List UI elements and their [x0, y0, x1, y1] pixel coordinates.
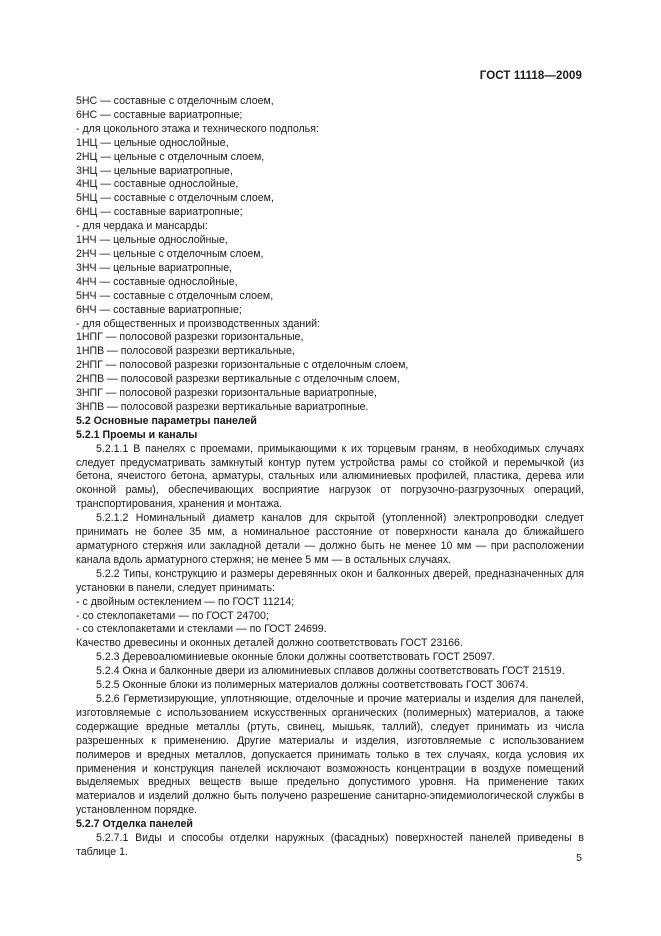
- list-item: 1НПВ — полосовой разрезки вертикальные,: [76, 345, 295, 358]
- section-heading-5-2: 5.2 Основные параметры панелей: [76, 414, 257, 427]
- list-item: 1НЦ — цельные однослойные,: [76, 136, 229, 149]
- paragraph-5-2-5: 5.2.5 Оконные блоки из полимерных материалов должны соответствовать ГОСТ 30674.: [96, 679, 529, 692]
- paragraph-quality: Качество древесины и оконных деталей должно соответствовать ГОСТ 23166.: [76, 637, 463, 650]
- list-item: 3НПГ — полосовой разрезки горизонтальные вариатропные,: [76, 387, 377, 400]
- page-number: 5: [576, 852, 582, 864]
- list-item: 3НЧ — цельные вариатропные,: [76, 261, 233, 274]
- paragraph-5-2-3: 5.2.3 Деревоалюминиевые оконные блоки должны соответствовать ГОСТ 25097.: [96, 651, 496, 664]
- list-item: 2НПВ — полосовой разрезки вертикальные с отделочным слоем,: [76, 373, 400, 386]
- list-item: 3НПВ — полосовой разрезки вертикальные вариатропные.: [76, 400, 369, 413]
- list-item: - для общественных и производственных зданий:: [76, 317, 321, 330]
- list-item: 6НС — составные вариатропные;: [76, 108, 243, 121]
- list-item: - с двойным остеклением — по ГОСТ 11214;: [76, 595, 295, 608]
- section-heading-5-2-1: 5.2.1 Проемы и каналы: [76, 428, 198, 441]
- list-item: 5НЧ — составные с отделочным слоем,: [76, 289, 274, 302]
- list-item: - для цокольного этажа и технического подполья:: [76, 122, 319, 135]
- list-item: 4НЦ — составные однослойные,: [76, 178, 239, 191]
- paragraph-5-2-1-2: 5.2.1.2 Номинальный диаметр каналов для скрытой (утопленной) электропроводки следует принимать не более 35 мм, а номинальное расстояние от поверхности канала до ближайшего арматурного стержня или закладной детали — должно быть не менее 10 мм — при расположении канала вдоль арматурного стержня; не менее 5 мм — в остальных случаях.: [76, 512, 584, 566]
- list-item: 2НЧ — цельные с отделочным слоем,: [76, 247, 264, 260]
- document-body: [76, 95, 584, 860]
- list-item: 5НЦ — составные с отделочным слоем,: [76, 192, 274, 205]
- paragraph-5-2-6: 5.2.6 Герметизирующие, уплотняющие, отделочные и прочие материалы и изделия для панелей, изготовляемые с использованием искусственных органических (полимерных) материалов, а также содержащие вредные металлы (ртуть, свинец, мышьяк, таллий), следует принимать из числа разрешенных к применению. Другие материалы и изделия, изготовляемые с использованием полимеров и вредных металлов, допускается принимать только в тех случаях, когда условия их применения и конструкция панелей исключают возможность концентрации в воздухе помещений выделяемых вредных веществ выше предельно допустимого уровня. На применение таких материалов и изделий должно быть получено разрешение санитарно-эпидемиологической службы в установленном порядке.: [76, 692, 584, 817]
- list-item: 5НС — составные с отделочным слоем,: [76, 95, 274, 107]
- paragraph-5-2-4: 5.2.4 Окна и балконные двери из алюминиевых сплавов должны соответствовать ГОСТ 21519.: [96, 665, 565, 678]
- list-item: 6НЧ — составные вариатропные;: [76, 303, 242, 316]
- list-item: 3НЦ — цельные вариатропные,: [76, 164, 233, 177]
- list-item: 4НЧ — составные однослойные,: [76, 275, 238, 288]
- list-item: - для чердака и мансарды:: [76, 220, 208, 233]
- list-item: 1НЧ — цельные однослойные,: [76, 234, 228, 247]
- paragraph-5-2-1-1: 5.2.1.1 В панелях с проемами, примыкающими к их торцевым граням, в необходимых случаях следует предусматривать замкнутый контур путем устройства рамы со стойкой и перемычкой (из бетона, ячеистого бетона, арматуры, стальных или алюминиевых профилей, пластика, дерева или оконной рамы), обеспечивающих восприятие нагрузок от погрузочно-разгрузочных операций, транспортирования, хранения и монтажа.: [76, 442, 584, 511]
- list-item: 1НПГ — полосовой разрезки горизонтальные,: [76, 331, 304, 344]
- list-item: - со стеклопакетами — по ГОСТ 24700;: [76, 609, 269, 622]
- section-heading-5-2-7: 5.2.7 Отделка панелей: [76, 818, 193, 831]
- paragraph-5-2-7-1: 5.2.7.1 Виды и способы отделки наружных (фасадных) поверхностей панелей приведены в таблице 1.: [76, 832, 584, 858]
- list-item: 2НЦ — цельные с отделочным слоем,: [76, 150, 265, 163]
- paragraph-5-2-2: 5.2.2 Типы, конструкцию и размеры деревянных окон и балконных дверей, предназначенных для установки в панели, следует принимать:: [76, 567, 584, 594]
- document-header-id: ГОСТ 11118—2009: [479, 70, 582, 82]
- list-item: 6НЦ — составные вариатропные;: [76, 206, 243, 219]
- list-item: - со стеклопакетами и стеклами — по ГОСТ 24699.: [76, 623, 327, 636]
- list-item: 2НПГ — полосовой разрезки горизонтальные с отделочным слоем,: [76, 359, 409, 372]
